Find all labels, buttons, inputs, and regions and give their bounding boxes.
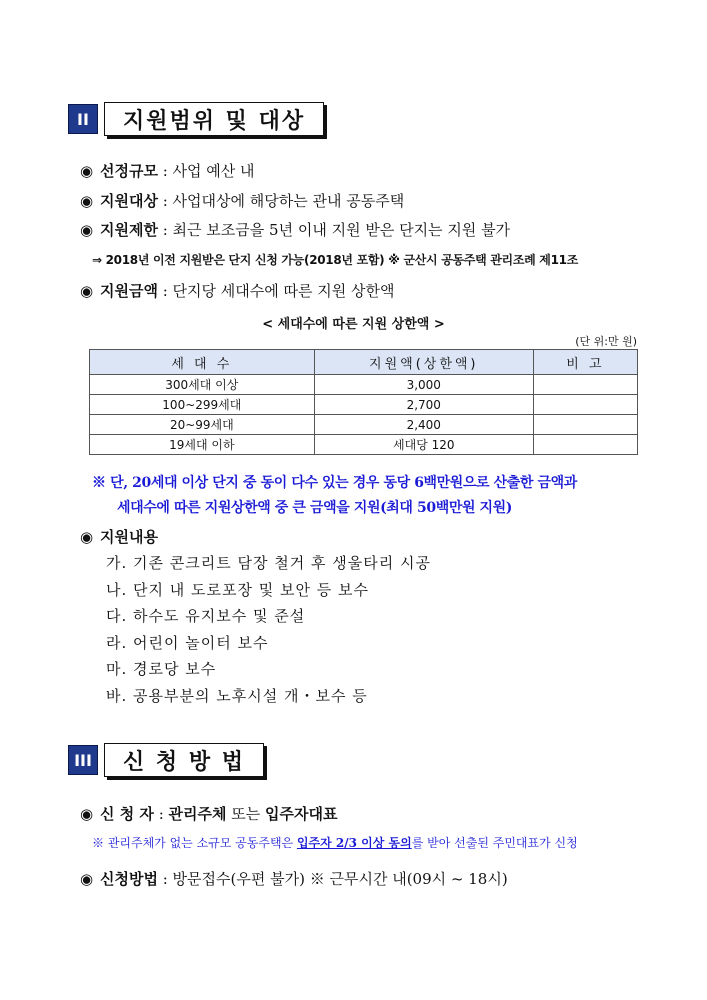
table-cell bbox=[533, 415, 637, 435]
section-3-header bbox=[68, 743, 264, 777]
row-label: 선정규모 bbox=[100, 162, 158, 180]
note-text: 를 받아 선출된 주민대표가 신청 bbox=[411, 836, 578, 850]
column-header: 지원액(상한액) bbox=[314, 350, 533, 375]
list-item: 다. 하수도 유지보수 및 준설 bbox=[106, 607, 306, 625]
row-label: 신 청 자 bbox=[100, 805, 154, 823]
row-target bbox=[80, 190, 404, 211]
row-label: 지원제한 bbox=[100, 221, 158, 239]
row-value: : 단지당 세대수에 따른 지원 상한액 bbox=[157, 282, 395, 300]
applicant-b: 입주자대표 bbox=[265, 805, 338, 823]
row-label: 지원금액 bbox=[100, 282, 158, 300]
table-cell bbox=[533, 435, 637, 455]
list-item: 나. 단지 내 도로포장 및 보안 등 보수 bbox=[106, 581, 370, 599]
row-applicant bbox=[80, 803, 337, 824]
table-cell bbox=[533, 375, 637, 395]
applicant-note bbox=[92, 834, 578, 851]
row-content bbox=[80, 526, 158, 547]
row-scale bbox=[80, 160, 255, 181]
bullet-icon: ◉ bbox=[80, 162, 94, 180]
row-value: : 최근 보조금을 5년 이내 지원 받은 단지는 지원 불가 bbox=[157, 221, 511, 239]
column-header: 비 고 bbox=[533, 350, 637, 375]
list-item: 마. 경로당 보수 bbox=[106, 660, 217, 678]
table-unit: (단 위:만 원) bbox=[575, 335, 637, 348]
table-cell: 19세대 이하 bbox=[90, 435, 315, 455]
row-amount bbox=[80, 280, 395, 301]
table-cell: 2,700 bbox=[314, 395, 533, 415]
row-label: 신청방법 bbox=[100, 870, 158, 888]
table-cell: 300세대 이상 bbox=[90, 375, 315, 395]
applicant-mid: 또는 bbox=[226, 805, 266, 823]
section-title: 지원범위 및 대상 bbox=[104, 102, 324, 136]
column-header: 세 대 수 bbox=[90, 350, 315, 375]
row-value: : 사업대상에 해당하는 관내 공동주택 bbox=[157, 192, 405, 210]
support-table bbox=[89, 349, 638, 455]
blue-note-line1: ※ 단, 20세대 이상 단지 중 동이 다수 있는 경우 동당 6백만원으로 산출한 금액과 bbox=[92, 475, 577, 491]
row-value: : 방문접수(우편 불가) ※ 근무시간 내(09시 ~ 18시) bbox=[157, 870, 508, 888]
section-title: 신 청 방 법 bbox=[104, 743, 264, 777]
bullet-icon: ◉ bbox=[80, 192, 94, 210]
note-text: ※ 관리주체가 없는 소규모 공동주택은 bbox=[92, 836, 297, 850]
list-item: 가. 기존 콘크리트 담장 철거 후 생울타리 시공 bbox=[106, 554, 431, 572]
section-2-header bbox=[68, 102, 324, 136]
table-cell: 2,400 bbox=[314, 415, 533, 435]
table-row bbox=[90, 435, 638, 455]
row-limit bbox=[80, 219, 510, 240]
section-number: II bbox=[68, 104, 98, 134]
bullet-icon: ◉ bbox=[80, 221, 94, 239]
row-method bbox=[80, 868, 508, 889]
table-header-row bbox=[90, 350, 638, 375]
table-cell: 세대당 120 bbox=[314, 435, 533, 455]
table-row bbox=[90, 395, 638, 415]
row-label: 지원내용 bbox=[100, 528, 158, 546]
table-row bbox=[90, 375, 638, 395]
section-number: III bbox=[68, 745, 98, 775]
table-cell: 3,000 bbox=[314, 375, 533, 395]
applicant-a: 관리주체 bbox=[168, 805, 227, 823]
limit-note: ⇒ 2018년 이전 지원받은 단지 신청 가능(2018년 포함) ※ 군산시 공동주택 관리조례 제11조 bbox=[92, 253, 578, 267]
bullet-icon: ◉ bbox=[80, 870, 94, 888]
table-cell bbox=[533, 395, 637, 415]
table-cell: 100~299세대 bbox=[90, 395, 315, 415]
row-value: : 사업 예산 내 bbox=[157, 162, 255, 180]
table-row bbox=[90, 415, 638, 435]
separator: : bbox=[153, 805, 169, 823]
note-emphasis: 입주자 2/3 이상 동의 bbox=[296, 836, 412, 850]
bullet-icon: ◉ bbox=[80, 528, 94, 546]
list-item: 라. 어린이 놀이터 보수 bbox=[106, 634, 269, 652]
list-item: 바. 공용부분의 노후시설 개・보수 등 bbox=[106, 687, 368, 705]
bullet-icon: ◉ bbox=[80, 805, 94, 823]
table-cell: 20~99세대 bbox=[90, 415, 315, 435]
table-title: < 세대수에 따른 지원 상한액 > bbox=[262, 317, 445, 332]
row-label: 지원대상 bbox=[100, 192, 158, 210]
bullet-icon: ◉ bbox=[80, 282, 94, 300]
blue-note-line2: 세대수에 따른 지원상한액 중 큰 금액을 지원(최대 50백만원 지원) bbox=[117, 500, 513, 516]
